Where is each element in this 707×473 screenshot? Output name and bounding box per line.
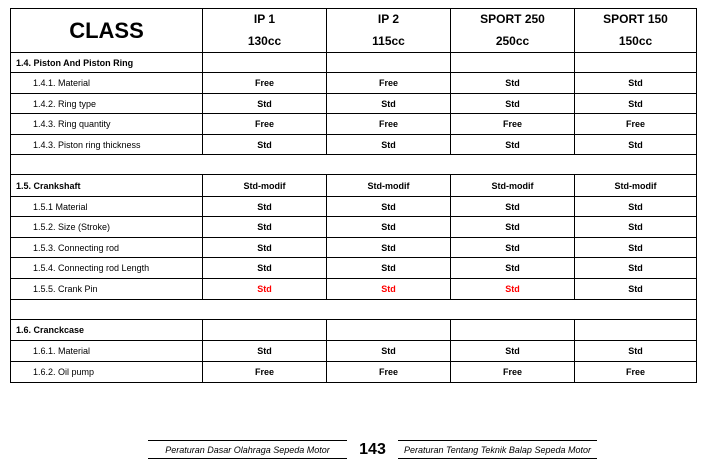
table-row [11,238,697,258]
table-row [11,362,697,383]
page-number: 143 [359,440,386,458]
value-cell: Std [451,258,575,278]
value-cell: Free [327,362,451,382]
blank-cell [11,155,697,174]
table-row [11,279,697,300]
value-cell [575,320,697,340]
value-cell: Std [575,135,697,154]
column-engine-capacity: 130cc [247,33,282,48]
table-row [11,258,697,279]
value-cell: Std [327,341,451,361]
value-cell: Std [203,341,327,361]
footer-left-title: Peraturan Dasar Olahraga Sepeda Motor [148,440,347,459]
column-class-name: IP 2 [377,12,400,26]
value-cell: Std [203,135,327,154]
value-cell [451,53,575,72]
value-cell [327,53,451,72]
value-cell: Std-modif [451,175,575,196]
value-cell: Std [451,238,575,257]
table-row [11,94,697,114]
spec-table [10,8,697,383]
value-cell: Free [451,114,575,134]
value-cell: Std-modif [575,175,697,196]
value-cell-highlighted: Std [451,279,575,299]
blank-row [11,300,697,320]
value-cell [327,320,451,340]
row-label: 1.6.1. Material [11,341,203,361]
column-engine-capacity: 250cc [495,33,530,48]
value-cell: Std [575,341,697,361]
row-label: 1.4.1. Material [11,73,203,93]
row-label: 1.6.2. Oil pump [11,362,203,382]
value-cell: Std [575,94,697,113]
table-row [11,217,697,238]
column-header-ip-1 [203,9,327,52]
row-label: 1.5.1 Material [11,197,203,216]
value-cell [451,320,575,340]
table-row [11,114,697,135]
table-row [11,73,697,94]
value-cell: Free [575,114,697,134]
value-cell: Std [451,341,575,361]
value-cell: Std [575,279,697,299]
section-row-piston [11,53,697,73]
value-cell: Free [203,362,327,382]
value-cell: Std [203,238,327,257]
value-cell: Std [575,258,697,278]
value-cell: Free [451,362,575,382]
column-class-name: SPORT 150 [603,12,668,26]
section-row-crankcase [11,320,697,341]
column-engine-capacity: 115cc [372,33,405,48]
table-row [11,135,697,155]
column-engine-capacity: 150cc [618,33,653,48]
value-cell: Free [575,362,697,382]
class-heading: CLASS [11,9,203,52]
value-cell: Std-modif [203,175,327,196]
row-label: 1.5.2. Size (Stroke) [11,217,203,237]
column-header-ip-2 [327,9,451,52]
column-header-sport-150 [575,9,697,52]
row-label: 1.5.5. Crank Pin [11,279,203,299]
value-cell: Std [203,197,327,216]
value-cell: Std [327,197,451,216]
value-cell: Std-modif [327,175,451,196]
value-cell: Std [451,94,575,113]
value-cell [203,53,327,72]
column-header-sport-250 [451,9,575,52]
value-cell: Std [575,73,697,93]
value-cell: Std [327,217,451,237]
blank-cell [11,300,697,319]
footer-right-title: Peraturan Tentang Teknik Balap Sepeda Motor [398,440,597,459]
section-title: 1.5. Crankshaft [11,175,203,196]
row-label: 1.4.3. Ring quantity [11,114,203,134]
value-cell-highlighted: Std [327,279,451,299]
blank-row [11,155,697,175]
value-cell: Std [451,217,575,237]
value-cell: Free [203,73,327,93]
value-cell: Std [327,135,451,154]
value-cell [575,53,697,72]
value-cell: Free [327,73,451,93]
row-label: 1.5.4. Connecting rod Length [11,258,203,278]
value-cell: Std [575,238,697,257]
value-cell-highlighted: Std [203,279,327,299]
row-label: 1.4.2. Ring type [11,94,203,113]
value-cell: Free [203,114,327,134]
section-title: 1.4. Piston And Piston Ring [11,53,203,72]
value-cell: Std [327,238,451,257]
value-cell [203,320,327,340]
value-cell: Std [451,73,575,93]
table-row [11,341,697,362]
table-header-row [11,9,697,53]
value-cell: Std [575,197,697,216]
section-title: 1.6. Cranckcase [11,320,203,340]
value-cell: Std [203,217,327,237]
value-cell: Free [327,114,451,134]
section-row-crankshaft [11,175,697,197]
value-cell: Std [203,94,327,113]
column-class-name: SPORT 250 [480,12,545,26]
value-cell: Std [451,197,575,216]
row-label: 1.4.3. Piston ring thickness [11,135,203,154]
column-class-name: IP 1 [253,12,276,26]
value-cell: Std [575,217,697,237]
value-cell: Std [327,94,451,113]
table-row [11,197,697,217]
row-label: 1.5.3. Connecting rod [11,238,203,257]
value-cell: Std [203,258,327,278]
value-cell: Std [327,258,451,278]
value-cell: Std [451,135,575,154]
